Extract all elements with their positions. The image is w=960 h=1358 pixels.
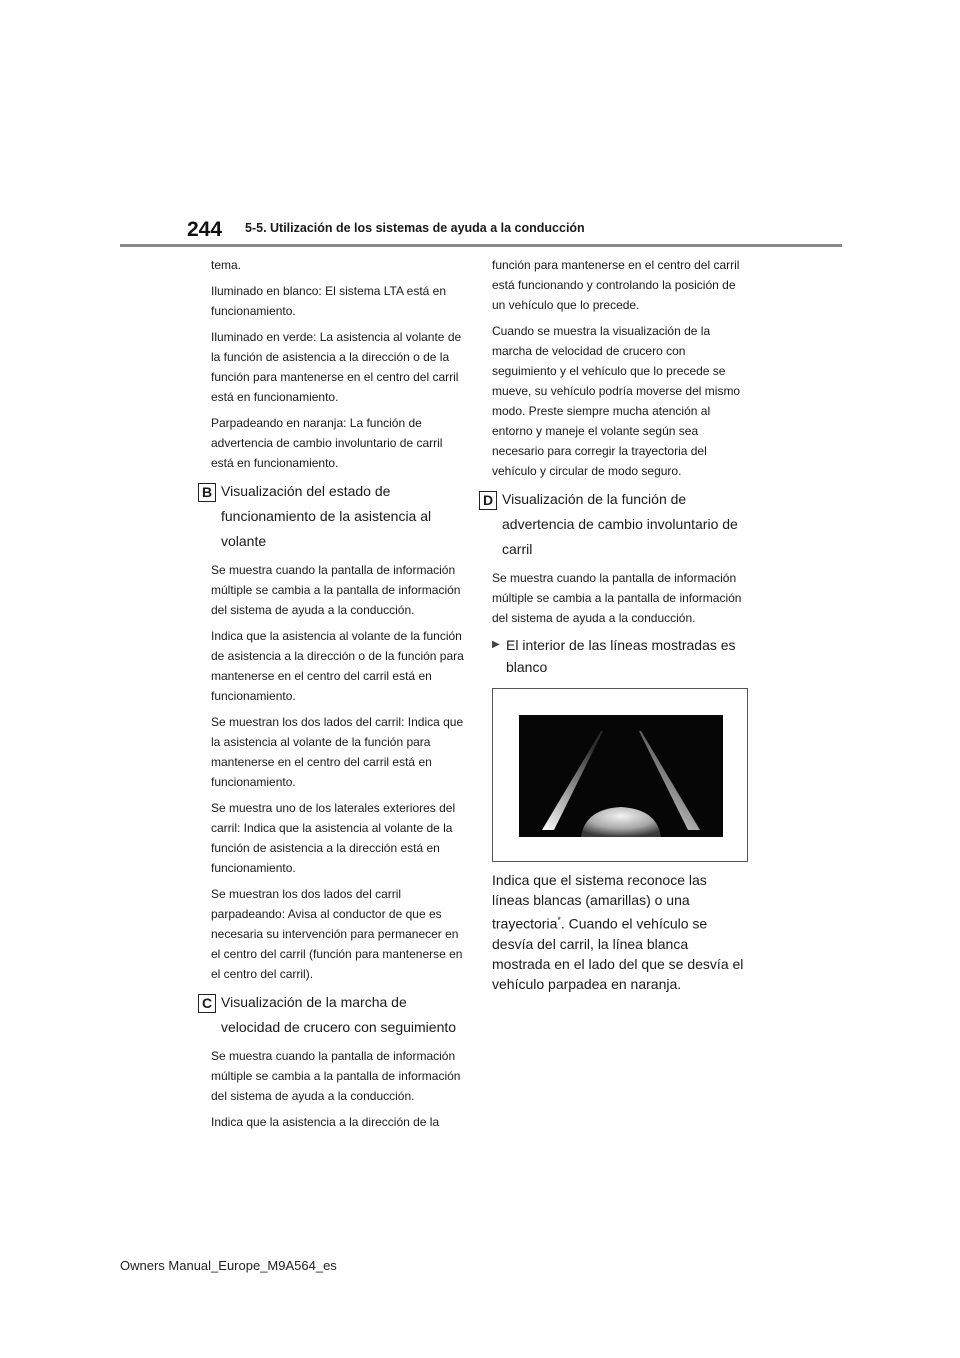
section-title: 5-5. Utilización de los sistemas de ayuda a la conducción (245, 221, 585, 235)
paragraph: Se muestran los dos lados del carril parpadeando: Avisa al conductor de que es necesaria su intervención para permanecer en el centro del carril (función para mantenerse en el centro del carril). (211, 887, 463, 981)
paragraph: función para mantenerse en el centro del carril está funcionando y controlando la posición de un vehículo que lo precede. (492, 258, 740, 312)
label-badge-b: B (198, 483, 216, 502)
lane-display-figure (492, 688, 748, 862)
text-segment: Indica que el sistema reconoce las líneas blancas (amarillas) o una trayectoria (492, 872, 707, 932)
paragraph: Se muestran los dos lados del carril: Indica que la asistencia al volante de la función para mantenerse en el centro del carril está en funcionamiento. (211, 715, 464, 789)
paragraph: Parpadeando en naranja: La función de advertencia de cambio involuntario de carril está en funcionamiento. (211, 416, 443, 470)
heading-d (482, 487, 748, 562)
paragraph: Se muestra cuando la pantalla de información múltiple se cambia a la pantalla de información del sistema de ayuda a la conducción. (492, 571, 742, 625)
heading-b (201, 479, 467, 554)
bullet-item (492, 634, 748, 678)
heading-c (201, 990, 467, 1040)
lane-description (492, 870, 748, 994)
right-column (482, 255, 748, 1000)
label-badge-c: C (198, 994, 216, 1013)
paragraph: Se muestra uno de los laterales exteriores del carril: Indica que la asistencia al volante de la función de asistencia a la dirección está en funcionamiento. (211, 801, 456, 875)
heading-text: Visualización de la función de advertencia de cambio involuntario de carril (502, 491, 738, 557)
text-segment: . Cuando el vehículo se desvía del carril, la línea blanca mostrada en el lado del que se desvía el vehículo parpadea en naranja. (492, 915, 744, 992)
header-rule (120, 244, 842, 247)
heading-text: Visualización del estado de funcionamiento de la asistencia al volante (221, 483, 432, 549)
paragraph: Iluminado en verde: La asistencia al volante de la función de asistencia a la dirección o de la función para mantenerse en el centro del carril está en funcionamiento. (211, 330, 462, 404)
paragraph: Indica que la asistencia al volante de la función de asistencia a la dirección o de la función para mantenerse en el centro del carril está en funcionamiento. (211, 629, 464, 703)
paragraph: Se muestra cuando la pantalla de información múltiple se cambia a la pantalla de información del sistema de ayuda a la conducción. (211, 1049, 461, 1103)
bullet-text: El interior de las líneas mostradas es blanco (506, 637, 736, 675)
paragraph: Se muestra cuando la pantalla de información múltiple se cambia a la pantalla de información del sistema de ayuda a la conducción. (211, 563, 461, 617)
footer-text: Owners Manual_Europe_M9A564_es (120, 1258, 337, 1273)
paragraph: tema. (211, 258, 242, 272)
page-number: 244 (187, 218, 223, 241)
triangle-bullet-icon: ▶ (492, 639, 500, 650)
heading-text: Visualización de la marcha de velocidad de crucero con seguimiento (221, 994, 457, 1035)
paragraph: Cuando se muestra la visualización de la marcha de velocidad de crucero con seguimiento y el vehículo que lo precede se mueve, su vehículo podría moverse del mismo modo. Preste siempre mucha atención al entorno y maneje el volante según sea necesario para corregir la trayectoria del vehículo y circular de modo seguro. (492, 324, 741, 478)
label-badge-d: D (479, 491, 497, 510)
paragraph: Iluminado en blanco: El sistema LTA está en funcionamiento. (211, 284, 447, 318)
paragraph: Indica que la asistencia a la dirección de la (211, 1115, 440, 1129)
lane-display-image (519, 715, 723, 837)
left-column (201, 255, 467, 1138)
footnote-marker: * (557, 915, 561, 925)
